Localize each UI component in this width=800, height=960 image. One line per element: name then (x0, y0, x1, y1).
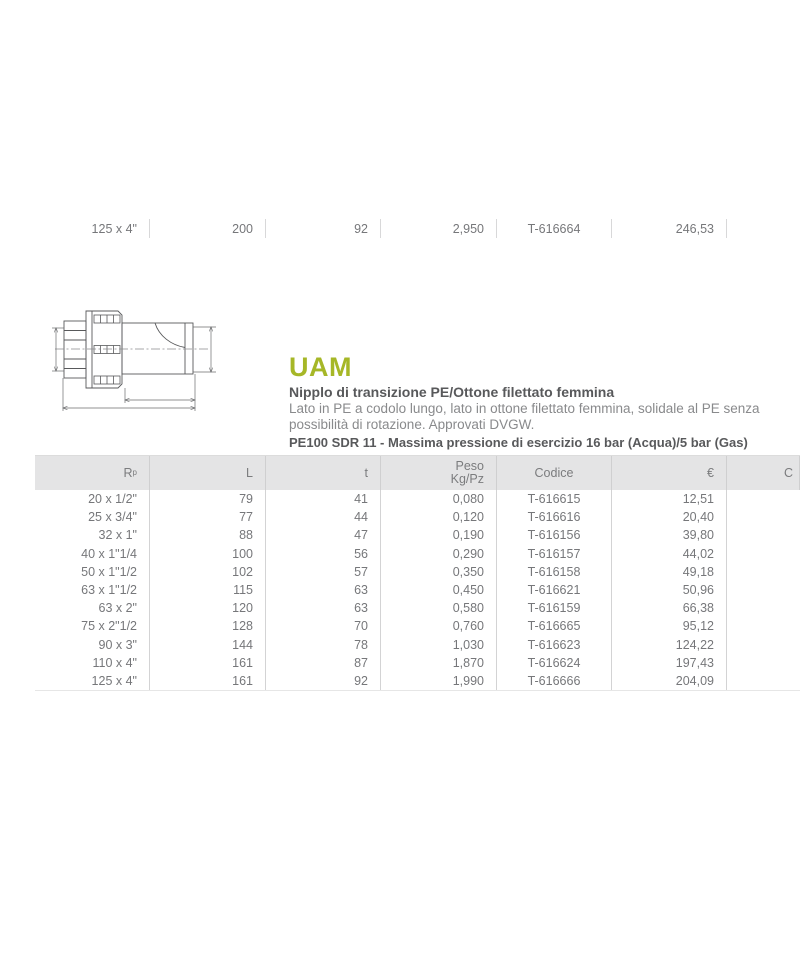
cell-code: T-616624 (497, 654, 612, 672)
cell-length: 161 (150, 654, 266, 672)
cell-weight: 1,990 (381, 672, 497, 690)
cell-weight: 0,080 (381, 490, 497, 508)
cell-code: T-616158 (497, 563, 612, 581)
cell-length: 161 (150, 672, 266, 690)
previous-table-last-row (35, 219, 727, 238)
cell-size: 32 x 1" (35, 526, 150, 544)
cell-t: 78 (266, 636, 381, 654)
cell-empty (727, 490, 800, 508)
cell-t: 63 (266, 581, 381, 599)
spec-table-body (35, 490, 800, 690)
cell-size: 63 x 1"1/2 (35, 581, 150, 599)
header-t: t (266, 456, 381, 490)
cell-empty (727, 636, 800, 654)
cell-size: 125 x 4" (35, 672, 150, 690)
table-row (35, 599, 800, 617)
header-code: Codice (497, 456, 612, 490)
cell-weight: 1,870 (381, 654, 497, 672)
cell-t: 70 (266, 617, 381, 635)
cell-t: 63 (266, 599, 381, 617)
spec-table (35, 455, 800, 691)
table-row (35, 617, 800, 635)
cell-weight: 0,450 (381, 581, 497, 599)
cell-size: 40 x 1"1/4 (35, 545, 150, 563)
cell-price: 197,43 (612, 654, 727, 672)
table-row (35, 526, 800, 544)
cell-length: 120 (150, 599, 266, 617)
cell-empty (727, 545, 800, 563)
cell-t: 41 (266, 490, 381, 508)
cell-code: T-616616 (497, 508, 612, 526)
spec-table-header (35, 456, 800, 490)
cell-code: T-616157 (497, 545, 612, 563)
cell-price: 44,02 (612, 545, 727, 563)
cell-price: 95,12 (612, 617, 727, 635)
header-size (35, 456, 150, 490)
spare-cell-t: 92 (266, 219, 381, 238)
cell-length: 100 (150, 545, 266, 563)
table-row (35, 563, 800, 581)
cell-weight: 0,760 (381, 617, 497, 635)
table-row (35, 672, 800, 690)
cell-price: 49,18 (612, 563, 727, 581)
header-weight-stack (451, 460, 484, 486)
cell-size: 50 x 1"1/2 (35, 563, 150, 581)
cell-weight: 0,120 (381, 508, 497, 526)
table-row (35, 636, 800, 654)
cell-code: T-616623 (497, 636, 612, 654)
product-subtitle: Nipplo di transizione PE/Ottone filettato femmina (289, 384, 615, 401)
product-pressure-note: PE100 SDR 11 - Massima pressione di esercizio 16 bar (Acqua)/5 bar (Gas) (289, 434, 748, 450)
cell-size: 75 x 2"1/2 (35, 617, 150, 635)
product-info (289, 353, 794, 450)
cell-price: 204,09 (612, 672, 727, 690)
cell-length: 115 (150, 581, 266, 599)
cell-weight: 0,290 (381, 545, 497, 563)
cell-price: 12,51 (612, 490, 727, 508)
table-row (35, 545, 800, 563)
spare-cell-code: T-616664 (497, 219, 612, 238)
cell-weight: 0,190 (381, 526, 497, 544)
cell-price: 39,80 (612, 526, 727, 544)
cell-size: 63 x 2" (35, 599, 150, 617)
cell-t: 44 (266, 508, 381, 526)
cell-length: 79 (150, 490, 266, 508)
cell-weight: 1,030 (381, 636, 497, 654)
cell-price: 66,38 (612, 599, 727, 617)
cell-price: 20,40 (612, 508, 727, 526)
table-row (35, 490, 800, 508)
cell-empty (727, 526, 800, 544)
cell-empty (727, 581, 800, 599)
cell-empty (727, 654, 800, 672)
header-size-sub: p (132, 468, 137, 477)
spare-cell-size: 125 x 4" (35, 219, 150, 238)
cell-t: 47 (266, 526, 381, 544)
cell-size: 25 x 3/4" (35, 508, 150, 526)
spare-cell-weight: 2,950 (381, 219, 497, 238)
header-partial-last-column: C (727, 456, 800, 490)
cell-empty (727, 508, 800, 526)
header-weight-line2: Kg/Pz (450, 472, 484, 486)
product-description: Lato in PE a codolo lungo, lato in ottone filettato femmina, solidale al PE senza possibilità di rotazione. Approvati DVGW. (289, 401, 760, 432)
cell-code: T-616156 (497, 526, 612, 544)
cell-price: 124,22 (612, 636, 727, 654)
product-title: UAM (289, 352, 352, 382)
cell-size: 20 x 1/2" (35, 490, 150, 508)
cell-code: T-616666 (497, 672, 612, 690)
cell-weight: 0,580 (381, 599, 497, 617)
cell-t: 56 (266, 545, 381, 563)
cell-size: 110 x 4" (35, 654, 150, 672)
cell-length: 128 (150, 617, 266, 635)
cell-weight: 0,350 (381, 563, 497, 581)
cell-length: 144 (150, 636, 266, 654)
cell-size: 90 x 3" (35, 636, 150, 654)
cell-length: 102 (150, 563, 266, 581)
cell-empty (727, 563, 800, 581)
cell-empty (727, 599, 800, 617)
header-size-main: R (123, 466, 133, 480)
spare-cell-price: 246,53 (612, 219, 727, 238)
table-row (35, 581, 800, 599)
cell-empty (727, 617, 800, 635)
table-row (35, 654, 800, 672)
cell-t: 57 (266, 563, 381, 581)
header-price: € (612, 456, 727, 490)
cell-t: 87 (266, 654, 381, 672)
cell-t: 92 (266, 672, 381, 690)
cell-code: T-616665 (497, 617, 612, 635)
cell-code: T-616615 (497, 490, 612, 508)
table-row (35, 508, 800, 526)
fitting-drawing-svg (35, 290, 285, 420)
header-weight-line1: Peso (455, 459, 484, 473)
cell-empty (727, 672, 800, 690)
header-length: L (150, 456, 266, 490)
header-weight (381, 456, 497, 490)
cell-length: 77 (150, 508, 266, 526)
cell-code: T-616159 (497, 599, 612, 617)
cell-length: 88 (150, 526, 266, 544)
cell-price: 50,96 (612, 581, 727, 599)
cell-code: T-616621 (497, 581, 612, 599)
technical-drawing (35, 290, 285, 420)
spare-cell-length: 200 (150, 219, 266, 238)
